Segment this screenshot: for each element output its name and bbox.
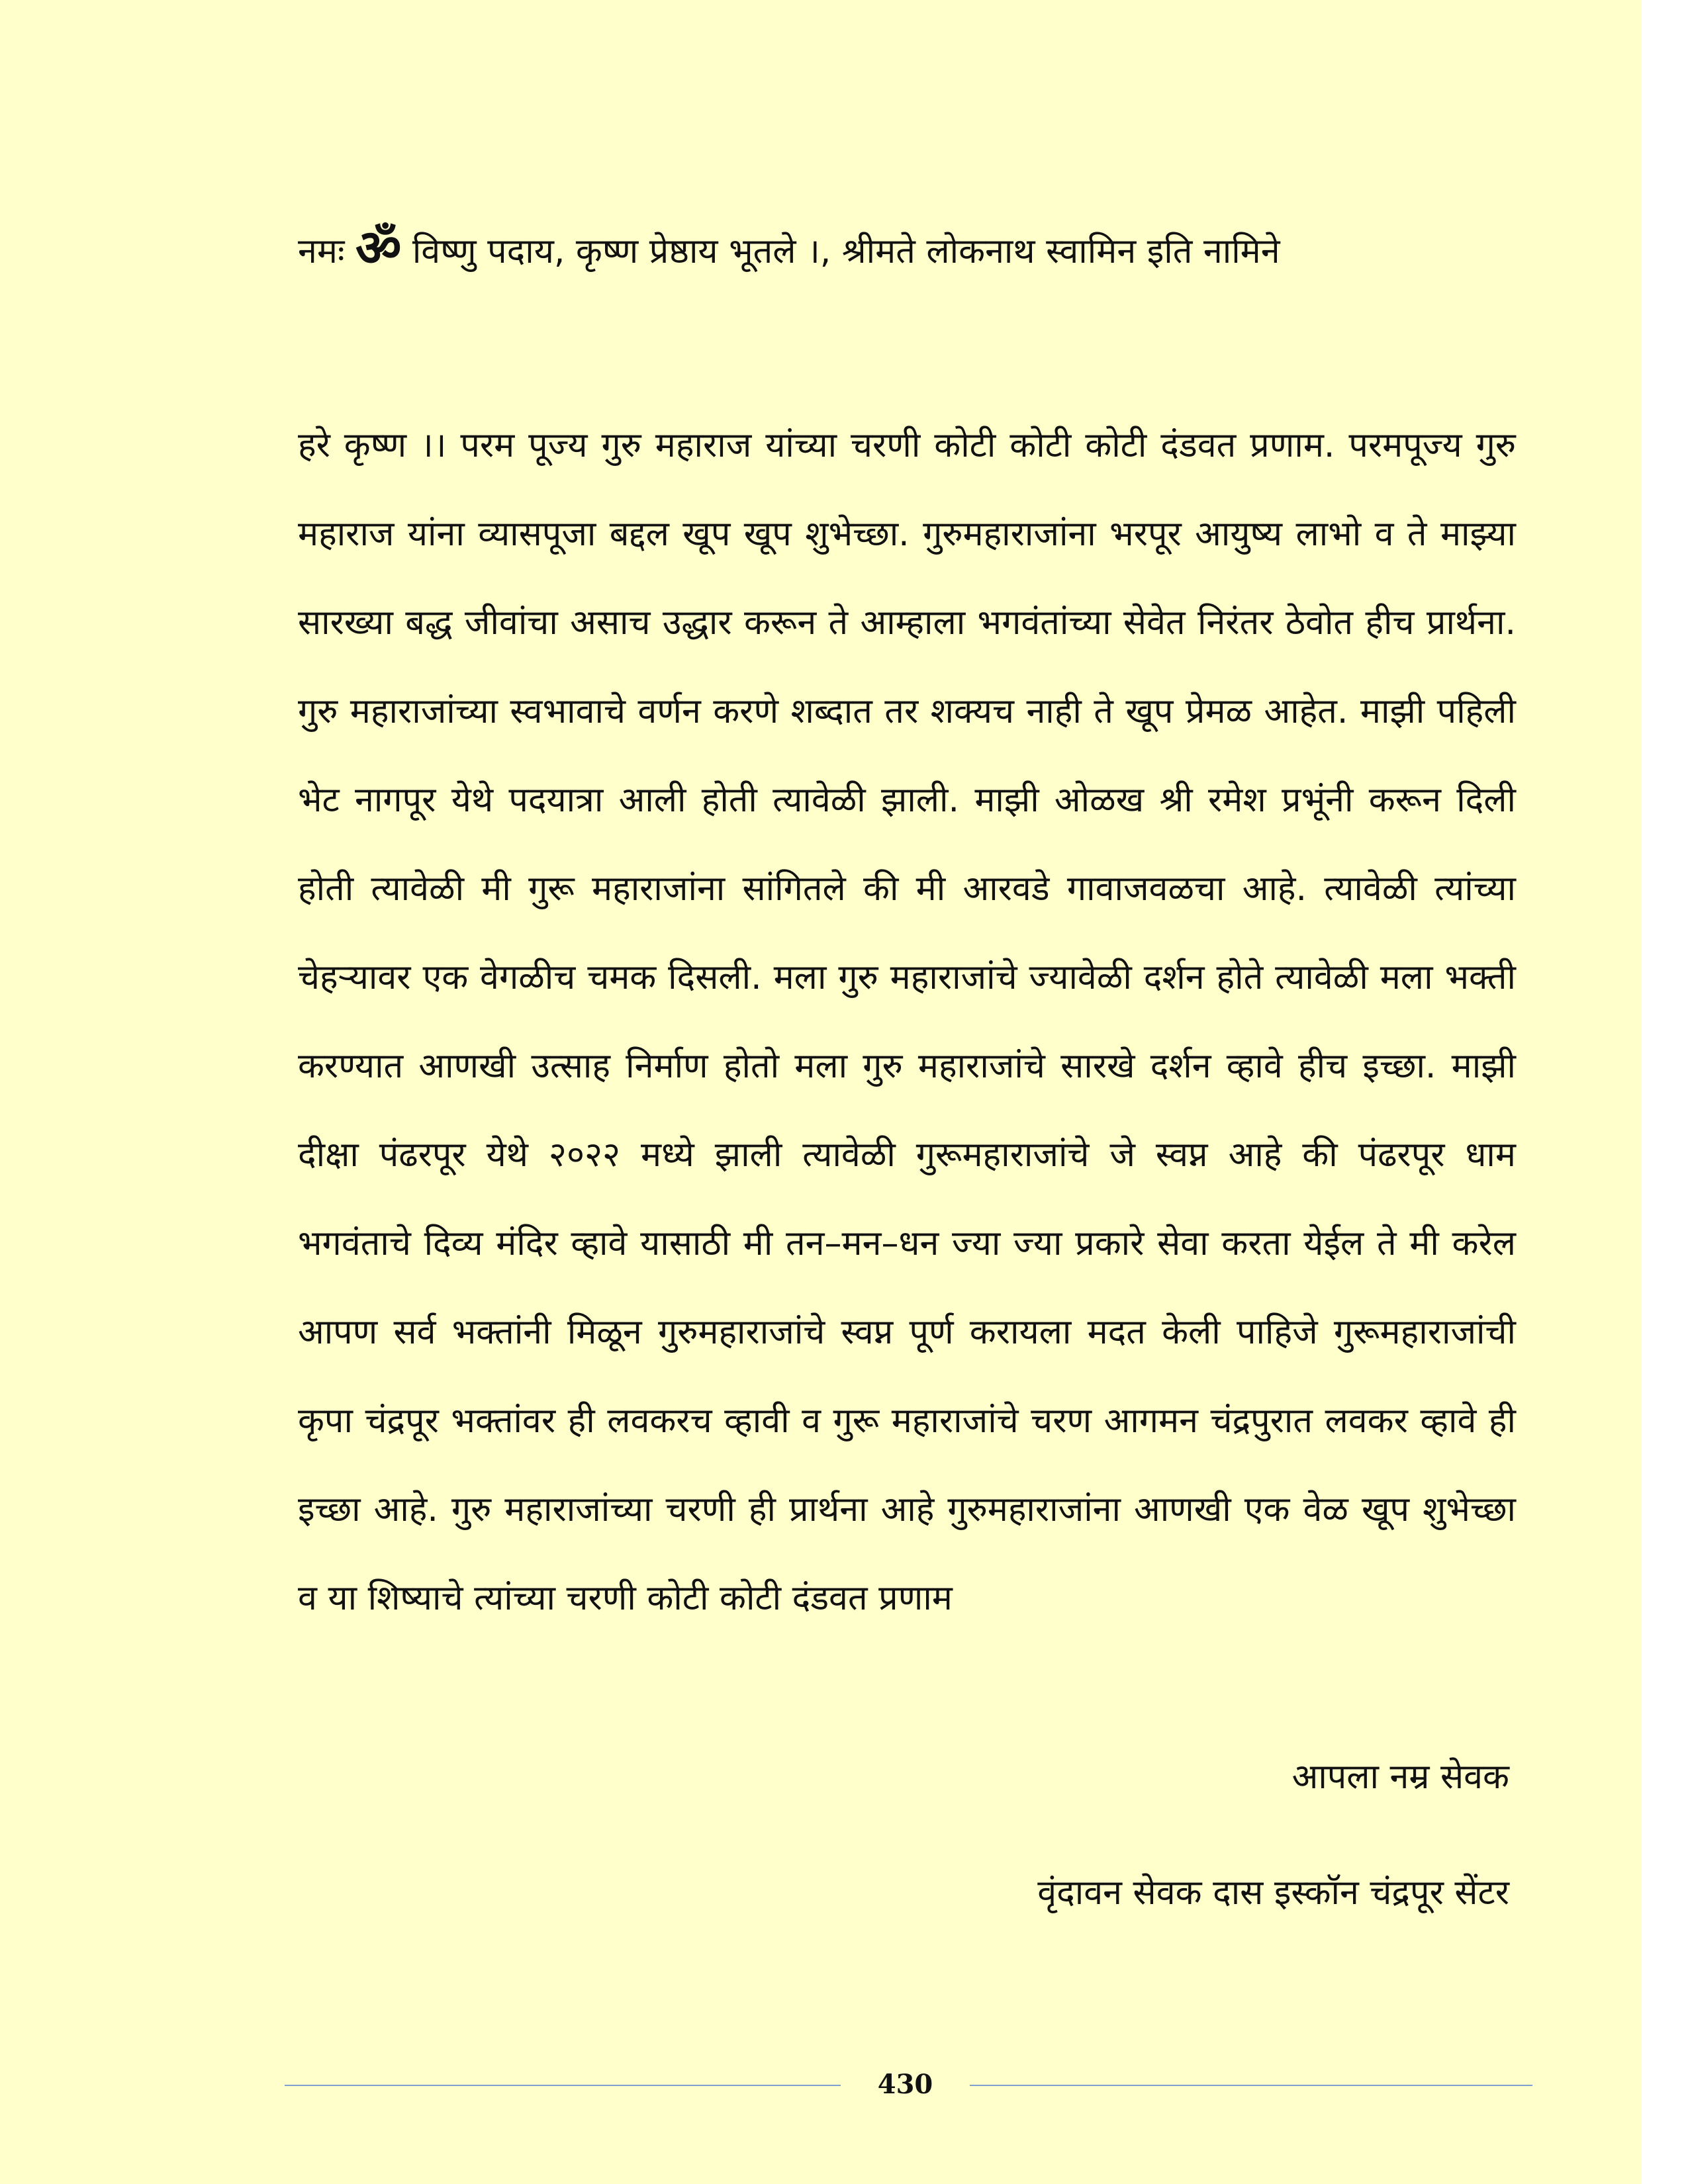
page-number: 430: [877, 2069, 933, 2100]
invocation-text: विष्णु पदाय, कृष्ण प्रेष्ठाय भूतले ।, श्रीमते लोकनाथ स्वामिन इति नामिने: [412, 232, 1280, 271]
invocation-prefix: नमः: [298, 232, 345, 271]
closing-salutation: आपला नम्र सेवक: [1291, 1757, 1509, 1797]
footer-rule-right: [970, 2085, 1532, 2086]
body-paragraph: हरे कृष्ण ।। परम पूज्य गुरु महाराज यांच्या चरणी कोटी कोटी कोटी दंडवत प्रणाम. परमपूज्य गुरु महाराज यांना व्यासपूजा बद्दल खूप खूप शुभेच्छा. गुरुमहाराजांना भरपूर आयुष्य लाभो व ते माझ्या सारख्या बद्ध जीवांचा असाच उद्धार करून ते आम्हाला भगवंतांच्या सेवेत निरंतर ठेवोत हीच प्रार्थना. गुरु महाराजांच्या स्वभावाचे वर्णन करणे शब्दात तर शक्यच नाही ते खूप प्रेमळ आहेत. माझी पहिली भेट नागपूर येथे पदयात्रा आली होती त्यावेळी झाली. माझी ओळख श्री रमेश प्रभूंनी करून दिली होती त्यावेळी मी गुरू महाराजांना सांगितले की मी आरवडे गावाजवळचा आहे. त्यावेळी त्यांच्या चेहऱ्यावर एक वेगळीच चमक दिसली. मला गुरु महाराजांचे ज्यावेळी दर्शन होते त्यावेळी मला भक्ती करण्यात आणखी उत्साह निर्माण होतो मला गुरु महाराजांचे सारखे दर्शन व्हावे हीच इच्छा. माझी दीक्षा पंढरपूर येथे २०२२ मध्ये झाली त्यावेळी गुरूमहाराजांचे जे स्वप्न आहे की पंढरपूर धाम भगवंताचे दिव्य मंदिर व्हावे यासाठी मी तन–मन–धन ज्या ज्या प्रकारे सेवा करता येईल ते मी करेल आपण सर्व भक्तांनी मिळून गुरुमहाराजांचे स्वप्न पूर्ण करायला मदत केली पाहिजे गुरूमहाराजांची कृपा चंद्रपूर भक्तांवर ही लवकरच व्हावी व गुरू महाराजांचे चरण आगमन चंद्रपुरात लवकर व्हावे ही इच्छा आहे. गुरु महाराजांच्या चरणी ही प्रार्थना आहे गुरुमहाराजांना आणखी एक वेळ खूप शुभेच्छा व या शिष्याचे त्यांच्या चरणी कोटी कोटी दंडवत प्रणाम: [298, 426, 1517, 1618]
footer-rule-left: [285, 2085, 841, 2086]
om-symbol-icon: ॐ: [355, 218, 402, 277]
invocation-line: [298, 218, 1523, 281]
author-signature: वृंदावन सेवक दास इस्कॉन चंद्रपूर सेंटर: [1037, 1873, 1509, 1913]
